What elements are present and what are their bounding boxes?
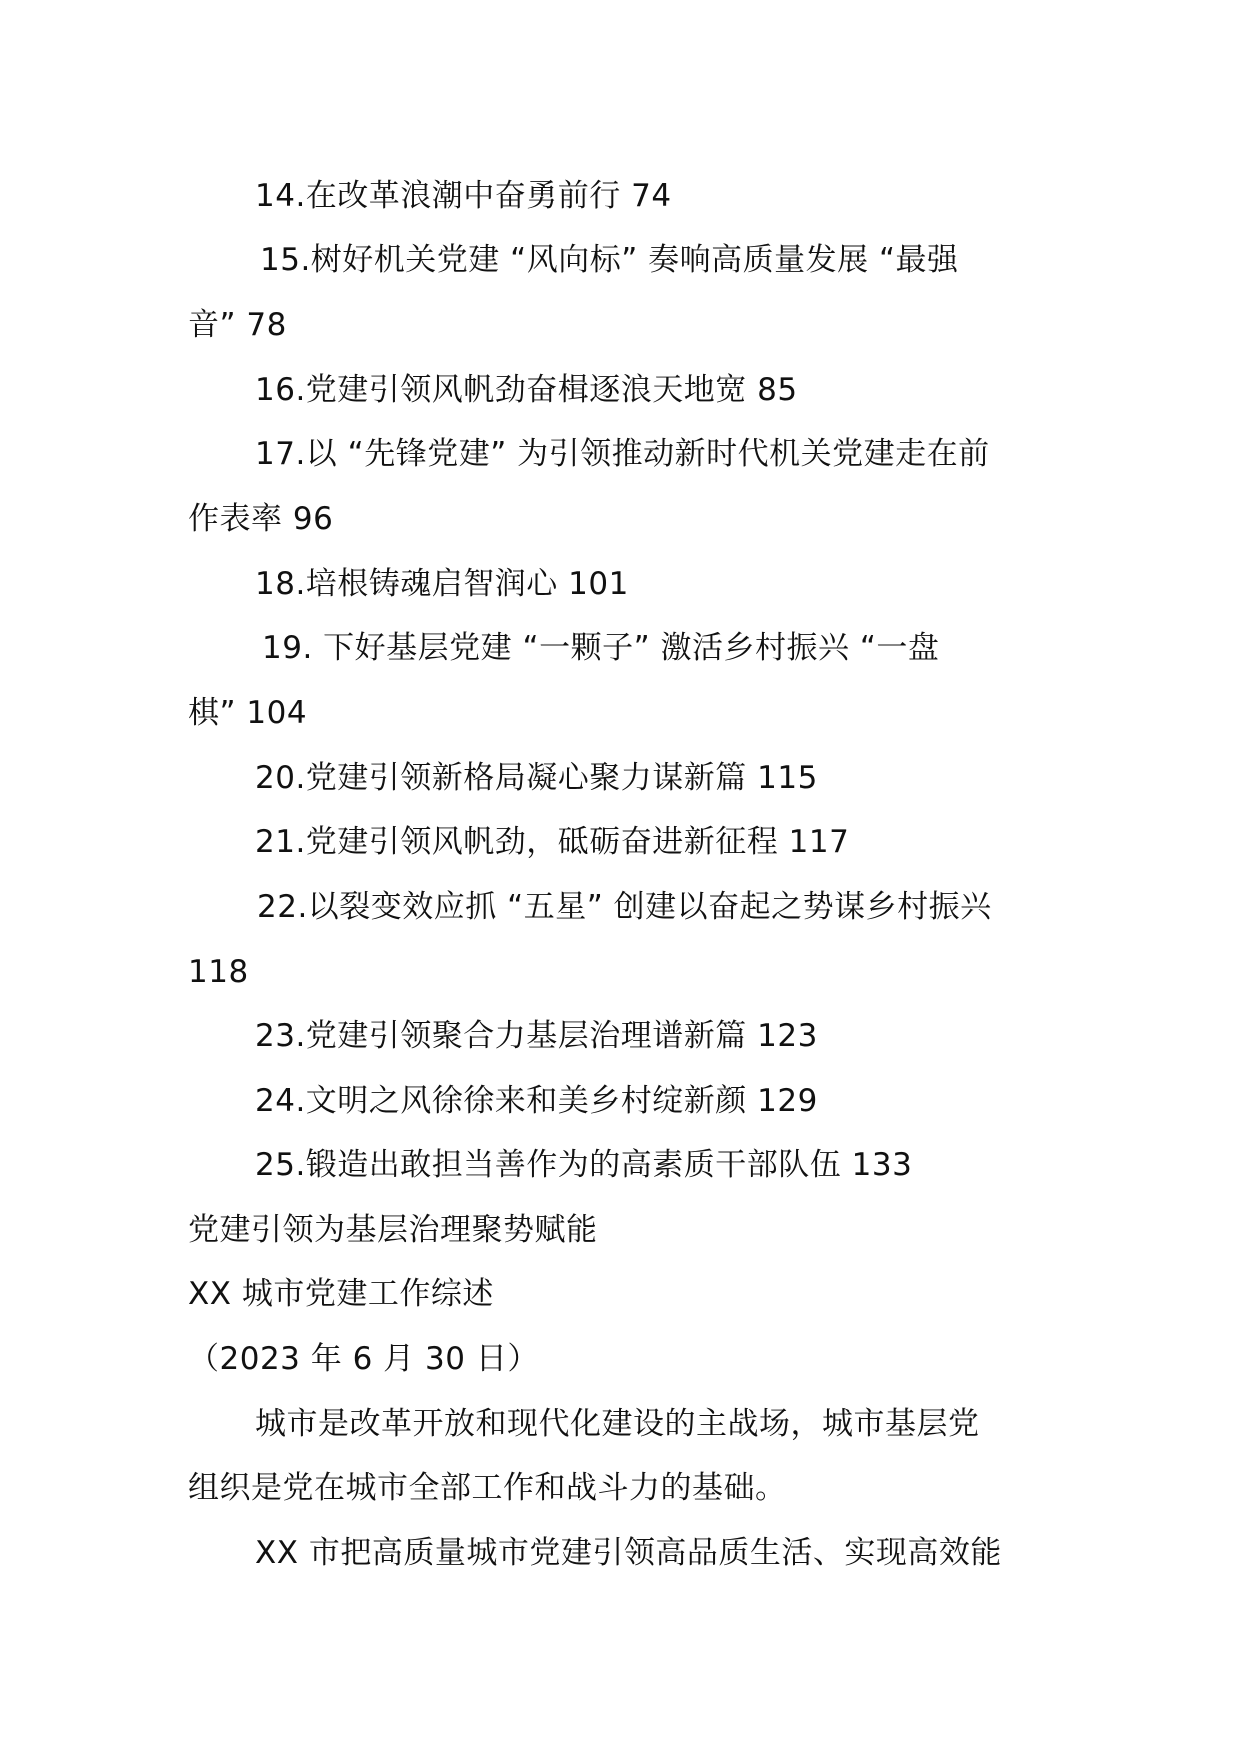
toc-item-15-line1: 15.树好机关党建 “风向标” 奏响高质量发展 “最强	[260, 242, 959, 278]
paragraph-1-line1: 城市是改革开放和现代化建设的主战场，城市基层党	[255, 1406, 980, 1442]
toc-item-18: 18.培根铸魂启智润心 101	[255, 566, 629, 602]
toc-item-16: 16.党建引领风帆劲奋楫逐浪天地宽 85	[255, 372, 798, 408]
article-date: （2023 年 6 月 30 日）	[188, 1341, 539, 1377]
toc-item-22-line2: 118	[188, 954, 249, 990]
toc-item-19-line1: 19. 下好基层党建 “一颗子” 激活乡村振兴 “一盘	[262, 630, 940, 666]
toc-item-20: 20.党建引领新格局凝心聚力谋新篇 115	[255, 760, 818, 796]
toc-item-22-line1: 22.以裂变效应抓 “五星” 创建以奋起之势谋乡村振兴	[257, 889, 992, 925]
toc-item-23: 23.党建引领聚合力基层治理谱新篇 123	[255, 1018, 818, 1054]
paragraph-1-line2: 组织是党在城市全部工作和战斗力的基础。	[188, 1470, 787, 1506]
toc-item-14: 14.在改革浪潮中奋勇前行 74	[255, 178, 672, 214]
toc-item-25: 25.锻造出敢担当善作为的高素质干部队伍 133	[255, 1147, 913, 1183]
article-title: 党建引领为基层治理聚势赋能	[188, 1212, 598, 1248]
toc-item-17-line2: 作表率 96	[188, 501, 334, 537]
toc-item-15-line2: 音” 78	[188, 307, 287, 343]
paragraph-2-line1: XX 市把高质量城市党建引领高品质生活、实现高效能	[255, 1535, 1002, 1571]
toc-item-21: 21.党建引领风帆劲，砥砺奋进新征程 117	[255, 824, 850, 860]
toc-item-17-line1: 17.以 “先锋党建” 为引领推动新时代机关党建走在前	[255, 436, 990, 472]
toc-item-19-line2: 棋” 104	[188, 695, 308, 731]
toc-item-24: 24.文明之风徐徐来和美乡村绽新颜 129	[255, 1083, 818, 1119]
article-subtitle: XX 城市党建工作综述	[188, 1276, 494, 1312]
